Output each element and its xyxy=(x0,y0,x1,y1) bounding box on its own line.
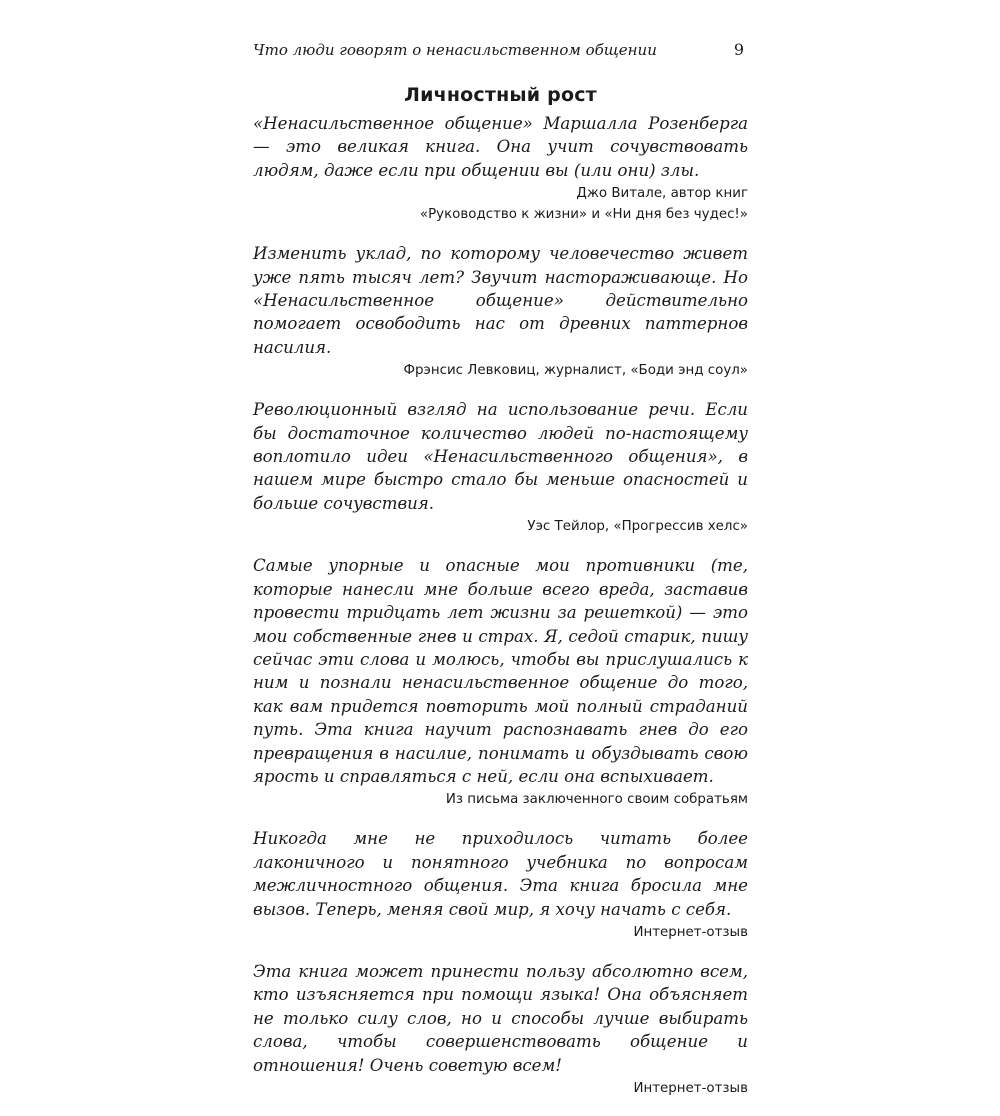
review-attribution xyxy=(253,922,748,943)
running-header xyxy=(253,40,748,70)
attribution-line: Из письма заключенного своим собратьям xyxy=(445,792,748,808)
review-4 xyxy=(253,554,748,810)
review-quote: «Ненасильственное общение» Маршалла Розенберга — это великая книга. Она учит сочувствовать людям, даже если при общении вы (или они) злы. xyxy=(253,114,748,180)
book-page xyxy=(253,40,748,1116)
attribution-line: Джо Витале, автор книг xyxy=(576,186,748,202)
review-5 xyxy=(253,827,748,943)
review-quote: Никогда мне не приходилось читать более лаконичного и понятного учебника по вопросам межличностного общения. Эта книга бросила мне вызов. Теперь, меняя свой мир, я хочу начать с себя. xyxy=(253,829,748,919)
attribution-line: Фрэнсис Левковиц, журналист, «Боди энд соул» xyxy=(403,363,748,379)
review-2 xyxy=(253,242,748,381)
review-6 xyxy=(253,960,748,1099)
attribution-line: «Руководство к жизни» и «Ни дня без чудес!» xyxy=(419,207,748,223)
review-quote: Эта книга может принести пользу абсолютно всем, кто изъясняется при помощи языка! Она объясняет не только силу слов, но и способы лучше выбирать слова, чтобы совершенствовать общение и отношения! Очень советую всем! xyxy=(253,961,748,1075)
running-title: Что люди говорят о ненасильственном общении xyxy=(253,41,657,59)
review-attribution xyxy=(253,1078,748,1099)
review-attribution xyxy=(253,789,748,810)
review-attribution xyxy=(253,516,748,537)
review-3 xyxy=(253,398,748,537)
review-attribution xyxy=(253,360,748,381)
review-1 xyxy=(253,112,748,225)
review-quote: Революционный взгляд на использование речи. Если бы достаточное количество людей по-настоящему воплотило идеи «Ненасильственного общения», в нашем мире быстро стало бы меньше опасностей и больше сочувствия. xyxy=(253,400,748,513)
review-attribution xyxy=(253,183,748,225)
review-quote: Изменить уклад, по которому человечество живет уже пять тысяч лет? Звучит настораживающе. Но «Ненасильственное общение» действительно помогает освободить нас от древних паттернов насилия. xyxy=(253,244,748,357)
review-quote: Самые упорные и опасные мои противники (те, которые нанесли мне больше всего вреда, заставив провести тридцать лет жизни за решеткой) — это мои собственные гнев и страх. Я, седой старик, пишу сейчас эти слова и молюсь, чтобы вы прислушались к ним и познали ненасильственное общение до того, как вам придется повторить мой полный страданий путь. Эта книга научит распознавать гнев до его превращения в насилие, понимать и обуздывать свою ярость и справляться с ней, если она вспыхивает. xyxy=(253,556,748,786)
attribution-line: Интернет-отзыв xyxy=(633,1081,748,1096)
section-title: Личностный рост xyxy=(404,84,597,106)
attribution-line: Уэс Тейлор, «Прогрессив хелс» xyxy=(527,519,748,535)
page-number: 9 xyxy=(733,40,744,59)
attribution-line: Интернет-отзыв xyxy=(633,924,748,940)
